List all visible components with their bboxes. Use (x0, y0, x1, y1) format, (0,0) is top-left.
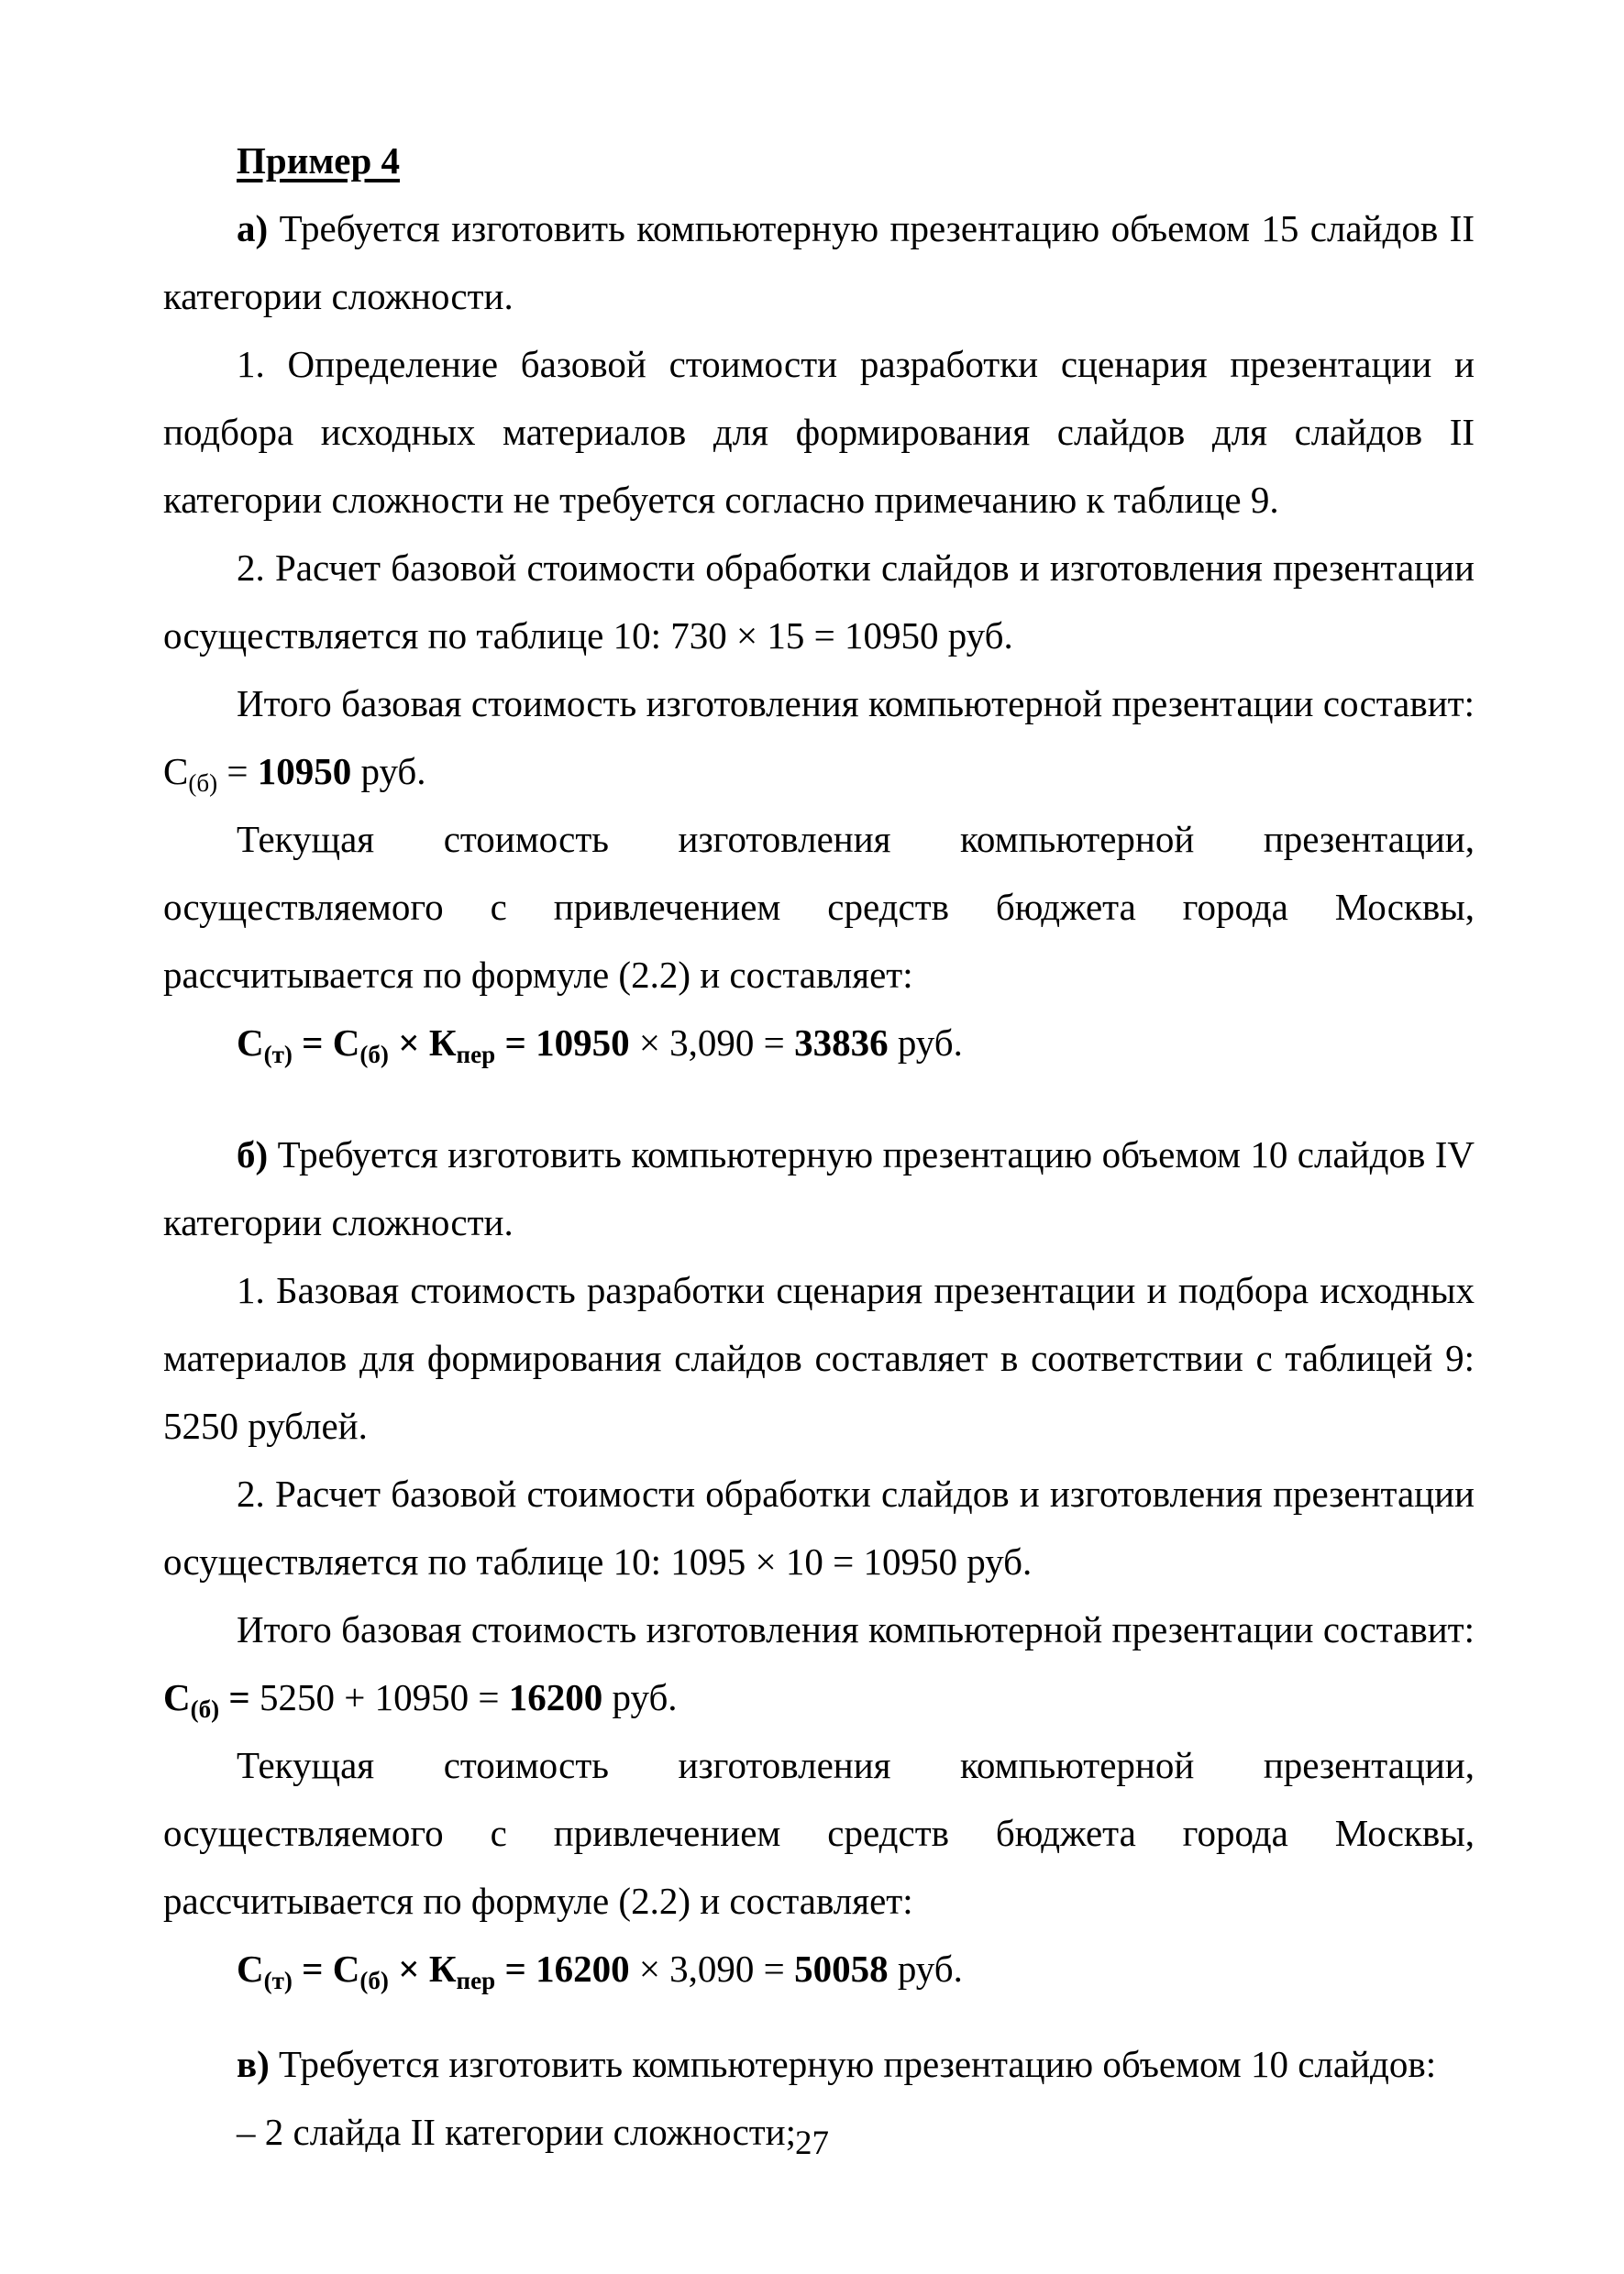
formula-a-sub-b: (б) (359, 1041, 389, 1068)
section-a-total-value: 10950 (257, 750, 352, 792)
formula-b-c: С (237, 1948, 264, 1990)
section-spacer (163, 1076, 1475, 1120)
section-a-total-eq: = (217, 750, 258, 792)
formula-a-eq2: = (495, 1021, 536, 1064)
section-b-intro-text: Требуется изготовить компьютерную презентацию объемом 10 слайдов IV категории сложности. (163, 1133, 1475, 1243)
formula-b-sub-per: пер (456, 1967, 496, 1994)
section-a-total-sub: (б) (188, 769, 218, 797)
section-a-item-2: 2. Расчет базовой стоимости обработки слайдов и изготовления презентации осуществляется по таблице 10: 730 × 15 = 10950 руб. (163, 546, 1475, 657)
section-b-item-1: 1. Базовая стоимость разработки сценария презентации и подбора исходных материалов для формирования слайдов составляет в соответствии с таблицей 9: 5250 рублей. (163, 1269, 1475, 1447)
example-heading: Пример 4 (237, 139, 400, 182)
section-b-item-2: 2. Расчет базовой стоимости обработки слайдов и изготовления презентации осуществляется по таблице 10: 1095 × 10 = 10950 руб. (163, 1473, 1475, 1583)
section-c-intro (163, 2030, 1475, 2098)
section-b-current-cost: Текущая стоимость изготовления компьютерной презентации, осуществляемого с привлечением средств бюджета города Москвы, рассчитывается по формуле (2.2) и составляет: (163, 1744, 1475, 1922)
formula-b-times: × К (388, 1948, 457, 1990)
section-a-current-cost: Текущая стоимость изготовления компьютерной презентации, осуществляемого с привлечением средств бюджета города Москвы, рассчитывается по формуле (2.2) и составляет: (163, 818, 1475, 996)
section-a-total (163, 669, 1475, 805)
formula-a-unit: руб. (888, 1021, 963, 1064)
page-number: 27 (795, 2125, 829, 2162)
section-c-intro-text: Требуется изготовить компьютерную презентацию объемом 10 слайдов: (269, 2043, 1437, 2085)
formula-a-c: С (237, 1021, 264, 1064)
formula-a-sub-per: пер (456, 1041, 496, 1068)
formula-b-eq2: = (495, 1948, 536, 1990)
formula-a-sub-t: (т) (263, 1041, 293, 1068)
section-c-list-item: – 2 слайда II категории сложности; (237, 2111, 797, 2153)
section-a-intro (163, 194, 1475, 330)
section-b-total-text: Итого базовая стоимость изготовления компьютерной презентации составит: (237, 1608, 1475, 1650)
section-a-total-unit: руб. (351, 750, 426, 792)
section-b-total-eq: = (219, 1676, 260, 1718)
formula-b-sub-t: (т) (263, 1967, 293, 1994)
section-a-label: а) (237, 207, 269, 249)
section-b-total-c: С (163, 1676, 191, 1718)
formula-b-unit: руб. (888, 1948, 963, 1990)
formula-a-result: 33836 (794, 1021, 889, 1064)
formula-a-mult: × 3,090 = (629, 1021, 795, 1064)
section-b-total-sub: (б) (190, 1695, 220, 1723)
section-a-intro-text: Требуется изготовить компьютерную презентацию объемом 15 слайдов II категории сложности. (163, 207, 1475, 317)
formula-b-mult: × 3,090 = (629, 1948, 795, 1990)
section-b-total-value: 16200 (508, 1676, 603, 1718)
section-a-item-1: 1. Определение базовой стоимости разработки сценария презентации и подбора исходных материалов для формирования слайдов для слайдов II категории сложности не требуется согласно примечанию к таблице 9. (163, 343, 1475, 521)
formula-b-base: 16200 (536, 1948, 630, 1990)
formula-a-times: × К (388, 1021, 457, 1064)
section-a-formula (237, 1009, 1475, 1076)
section-a-total-text: Итого базовая стоимость изготовления компьютерной презентации составит: С (163, 682, 1475, 792)
page-content (163, 127, 1475, 2166)
formula-a-base: 10950 (536, 1021, 630, 1064)
section-c-label: в) (237, 2043, 270, 2085)
section-b-total-unit: руб. (602, 1676, 678, 1718)
section-b-formula (237, 1935, 1475, 2003)
formula-a-eq1: = С (292, 1021, 360, 1064)
section-b-label: б) (237, 1133, 269, 1176)
section-spacer-2 (163, 2003, 1475, 2030)
formula-b-eq1: = С (292, 1948, 360, 1990)
formula-b-sub-b: (б) (359, 1967, 389, 1994)
formula-b-result: 50058 (794, 1948, 889, 1990)
section-b-total-sum: 5250 + 10950 = (260, 1676, 509, 1718)
section-b-total (163, 1595, 1475, 1731)
section-b-intro (163, 1120, 1475, 1256)
